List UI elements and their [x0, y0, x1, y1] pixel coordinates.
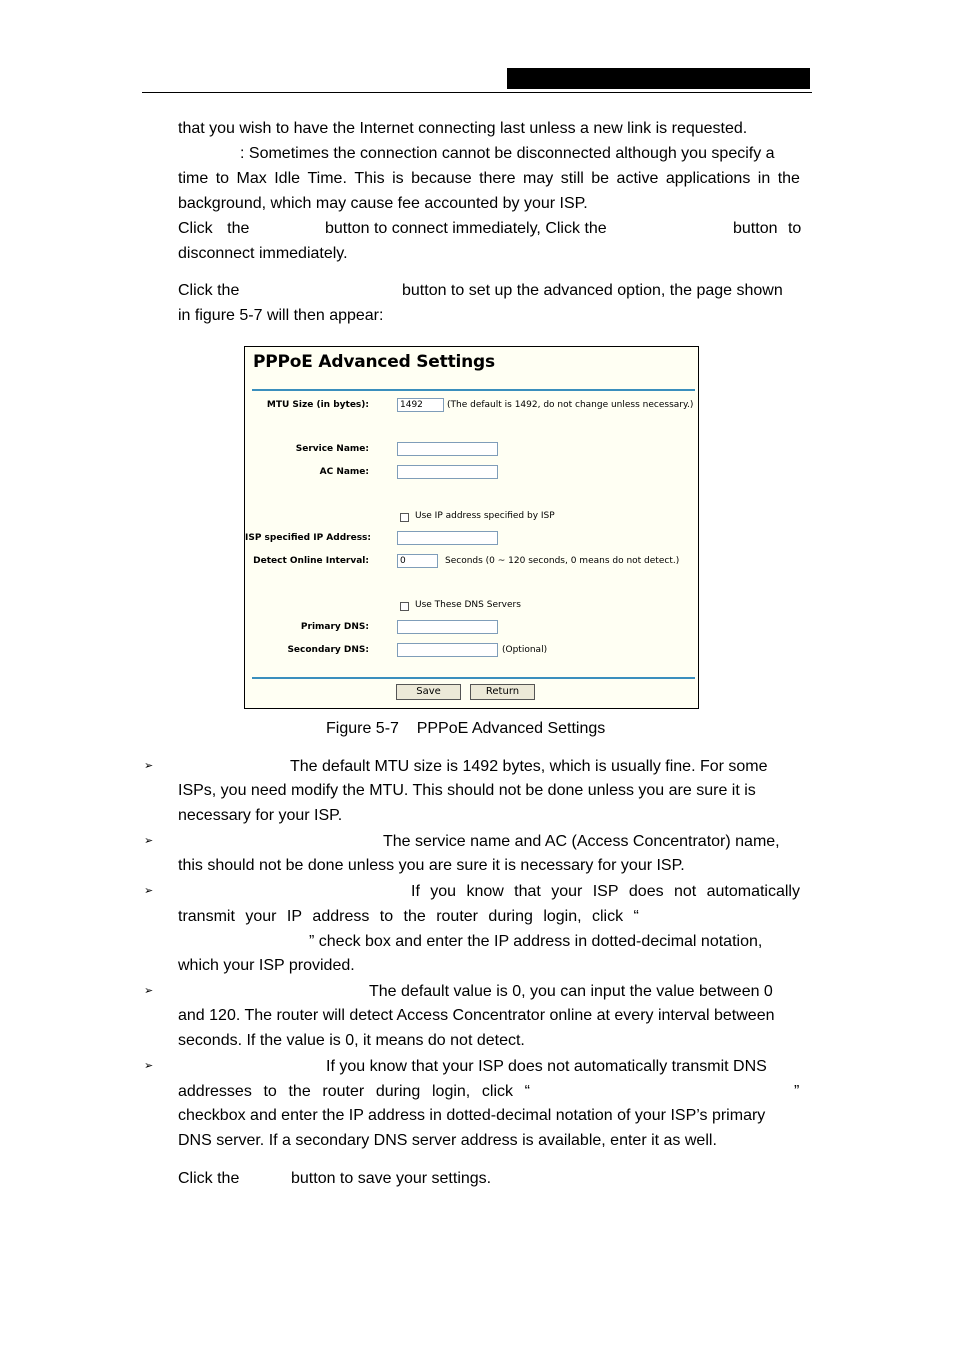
word: to — [215, 170, 230, 187]
bullet-marker: ➢ — [144, 985, 154, 997]
word: addresses — [178, 1083, 252, 1100]
paragraph-line: this should not be done unless you are sure it is necessary for your ISP. — [178, 857, 685, 874]
paragraph-line: button to connect immediately, Click the — [325, 220, 607, 237]
paragraph-line: ” check box and enter the IP address in dotted-decimal notation, — [309, 933, 763, 950]
service-name-input[interactable] — [397, 442, 498, 456]
word: login, — [431, 1083, 471, 1100]
paragraph-line: button to save your settings. — [291, 1170, 492, 1187]
word: If — [411, 883, 420, 900]
justified-line — [411, 879, 800, 904]
word: in — [757, 170, 771, 187]
paragraph-line: Click the — [178, 1170, 240, 1187]
paragraph-line: button to set up the advanced option, the page shown — [402, 282, 783, 299]
word: your — [551, 883, 583, 900]
word: to — [263, 1083, 277, 1100]
mtu-note: (The default is 1492, do not change unless necessary.) — [447, 400, 694, 410]
pppoe-advanced-settings-panel — [244, 346, 699, 709]
return-button[interactable]: Return — [470, 684, 535, 700]
paragraph-line: disconnect immediately. — [178, 245, 348, 262]
detect-interval-note: Seconds (0 ~ 120 seconds, 0 means do not detect.) — [445, 556, 680, 566]
ac-name-input[interactable] — [397, 465, 498, 479]
service-name-label: Service Name: — [295, 444, 369, 454]
word: router — [322, 1083, 365, 1100]
bullet-marker: ➢ — [144, 835, 154, 847]
word: applications — [665, 170, 751, 187]
word: Time. — [307, 170, 347, 187]
paragraph-line: which your ISP provided. — [178, 957, 355, 974]
word: automatically — [706, 883, 800, 900]
word: address — [312, 908, 370, 925]
primary-dns-label: Primary DNS: — [300, 622, 369, 632]
word: there — [479, 170, 516, 187]
word: ISP — [592, 883, 619, 900]
paragraph-line: that you wish to have the Internet connecting last unless a new link is requested. — [178, 120, 748, 137]
secondary-dns-input[interactable] — [397, 643, 498, 657]
secondary-dns-label: Secondary DNS: — [287, 645, 369, 655]
ac-name-label: AC Name: — [319, 467, 369, 477]
word: This — [354, 170, 385, 187]
bullet-marker: ➢ — [144, 1060, 154, 1072]
use-ip-label: Use IP address specified by ISP — [415, 511, 555, 521]
word: login, — [543, 908, 582, 925]
bullet-marker: ➢ — [144, 760, 154, 772]
word: still — [560, 170, 584, 187]
word: Max — [236, 170, 267, 187]
primary-dns-input[interactable] — [397, 620, 498, 634]
figure-caption: Figure 5-7 PPPoE Advanced Settings — [326, 720, 606, 737]
word: transmit — [178, 908, 235, 925]
paragraph-line: DNS server. If a secondary DNS server address is available, enter it as well. — [178, 1132, 717, 1149]
detect-interval-label: Detect Online Interval: — [253, 556, 369, 566]
word: be — [591, 170, 610, 187]
mtu-size-input[interactable]: 1492 — [397, 398, 444, 412]
paragraph-line: Click the — [178, 282, 240, 299]
paragraph-line: necessary for your ISP. — [178, 807, 343, 824]
word: the — [403, 908, 426, 925]
paragraph-line: If you know that your ISP does not automatically transmit DNS — [326, 1058, 767, 1075]
detect-interval-input[interactable]: 0 — [397, 554, 438, 568]
word: to — [379, 908, 394, 925]
word: is — [392, 170, 404, 187]
paragraph-line: Click the — [178, 220, 250, 237]
word: you — [430, 883, 457, 900]
paragraph-line: and 120. The router will detect Access Concentrator online at every interval between — [178, 1007, 775, 1024]
paragraph-line: checkbox and enter the IP address in dotted-decimal notation of your ISP’s primary — [178, 1107, 766, 1124]
paragraph-line: ” — [794, 1083, 800, 1100]
top-divider — [252, 389, 695, 391]
mtu-size-label: MTU Size (in bytes): — [266, 400, 369, 410]
word: router — [436, 908, 478, 925]
paragraph-line: in figure 5-7 will then appear: — [178, 307, 384, 324]
justified-line — [178, 166, 800, 191]
word: during — [488, 908, 533, 925]
word: click — [481, 1083, 513, 1100]
save-button[interactable]: Save — [396, 684, 461, 700]
word: the — [288, 1083, 311, 1100]
word: does — [628, 883, 664, 900]
word: “ — [524, 1083, 530, 1100]
paragraph-line: : Sometimes the connection cannot be disconnected although you specify a — [240, 145, 775, 162]
word: the — [777, 170, 800, 187]
isp-ip-input[interactable] — [397, 531, 498, 545]
use-dns-label: Use These DNS Servers — [415, 600, 521, 610]
word: Idle — [274, 170, 301, 187]
paragraph-line: The default value is 0, you can input the value between 0 — [369, 983, 773, 1000]
paragraph-line: seconds. If the value is 0, it means do not detect. — [178, 1032, 525, 1049]
word: not — [673, 883, 697, 900]
word: that — [514, 883, 541, 900]
bullet-marker: ➢ — [144, 885, 154, 897]
optional-note: (Optional) — [502, 645, 548, 655]
justified-line — [178, 904, 639, 929]
word: during — [375, 1083, 421, 1100]
word: “ — [633, 908, 639, 925]
header-bar — [507, 68, 810, 89]
paragraph-line: ISPs, you need modify the MTU. This should not be done unless you are sure it is — [178, 782, 756, 799]
word: IP — [286, 908, 302, 925]
panel-title: PPPoE Advanced Settings — [253, 352, 495, 372]
paragraph-line: background, which may cause fee accounted by your ISP. — [178, 195, 588, 212]
paragraph-line: button to — [733, 220, 802, 237]
bottom-divider — [252, 677, 695, 679]
paragraph-line: The default MTU size is 1492 bytes, which is usually fine. For some — [290, 758, 768, 775]
word: because — [411, 170, 472, 187]
use-ip-checkbox[interactable] — [400, 513, 409, 522]
header-rule — [142, 92, 812, 93]
word: your — [245, 908, 277, 925]
isp-ip-label: ISP specified IP Address: — [245, 533, 372, 543]
paragraph-line: The service name and AC (Access Concentrator) name, — [383, 833, 780, 850]
word: click — [592, 908, 624, 925]
use-dns-checkbox[interactable] — [400, 602, 409, 611]
word: active — [616, 170, 659, 187]
word: time — [178, 170, 209, 187]
justified-line — [178, 1079, 530, 1104]
word: know — [466, 883, 504, 900]
word: may — [523, 170, 554, 187]
